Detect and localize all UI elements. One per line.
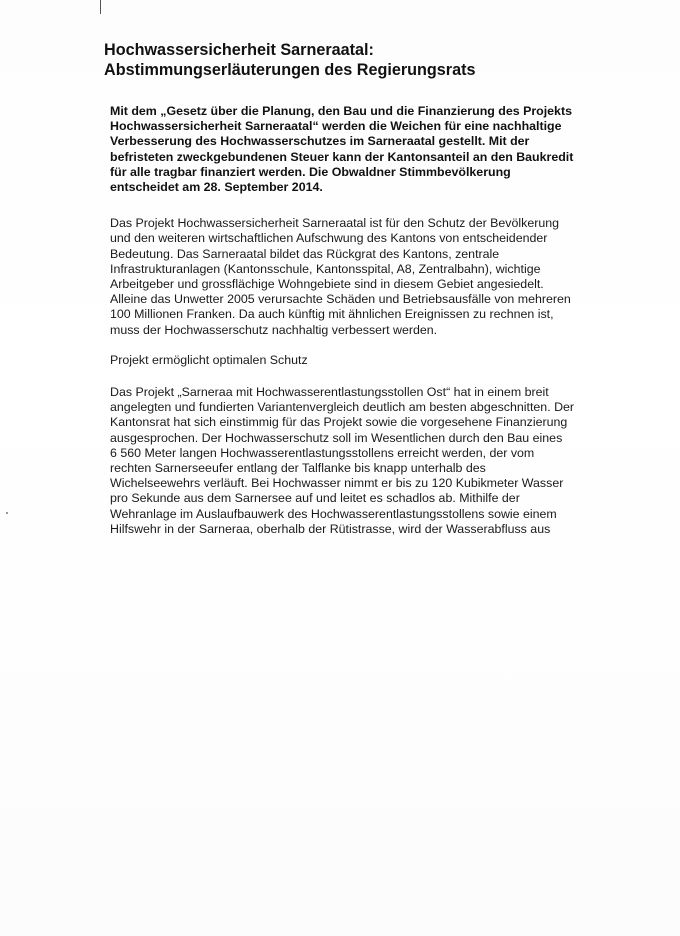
title-line: Abstimmungserläuterungen des Regierungsrats <box>104 61 476 79</box>
lead-line: Mit dem „Gesetz über die Planung, den Bau und die Finanzierung des Projekts <box>110 104 572 118</box>
body-line: 6 560 Meter langen Hochwasserentlastungsstollens erreicht werden, der vom <box>110 445 535 460</box>
body-line: Kantonsrat hat sich einstimmig für das Projekt sowie die vorgesehene Finanzierung <box>110 415 568 430</box>
body-line: Infrastrukturanlagen (Kantonsschule, Kantonsspital, A8, Zentralbahn), wichtige <box>110 261 541 276</box>
body-line: und den weiteren wirtschaftlichen Aufschwung des Kantons von entscheidender <box>110 231 548 246</box>
scan-speck <box>6 512 8 514</box>
title-line: Hochwassersicherheit Sarneraatal: <box>104 41 374 59</box>
body-line: Das Projekt Hochwassersicherheit Sarneraatal ist für den Schutz der Bevölkerung <box>110 216 560 231</box>
body-paragraph-1 <box>110 216 571 338</box>
binding-mark <box>100 0 101 14</box>
lead-line: entscheidet am 28. September 2014. <box>110 180 323 195</box>
lead-line: befristeten zweckgebundenen Steuer kann der Kantonsanteil an den Baukredit <box>110 149 574 164</box>
lead-line: für alle tragbar finanziert werden. Die Obwaldner Stimmbevölkerung <box>110 164 511 179</box>
body-line: Bedeutung. Das Sarneraatal bildet das Rückgrat des Kantons, zentrale <box>110 246 500 261</box>
body-line: Wichelseewehrs verläuft. Bei Hochwasser nimmt er bis zu 120 Kubikmeter Wasser <box>110 476 564 491</box>
body-line: muss der Hochwasserschutz nachhaltig verbessert werden. <box>110 322 438 337</box>
body-line: rechten Sarnerseeufer entlang der Talflanke bis knapp unterhalb des <box>110 461 486 476</box>
lead-paragraph <box>110 104 574 195</box>
body-line: Arbeitgeber und grossflächige Wohngebiete sind in diesem Gebiet angesiedelt. <box>110 277 544 292</box>
body-line: Wehranlage im Auslaufbauwerk des Hochwasserentlastungsstollens sowie einem <box>110 506 557 521</box>
body-line: Hilfswehr in der Sarneraa, oberhalb der Rütistrasse, wird der Wasserabfluss aus <box>110 521 551 536</box>
body-line: ausgesprochen. Der Hochwasserschutz soll im Wesentlichen durch den Bau eines <box>110 430 563 445</box>
body-line: 100 Millionen Franken. Da auch künftig mit ähnlichen Ereignissen zu rechnen ist, <box>110 307 554 322</box>
body-line: pro Sekunde aus dem Sarnersee auf und leitet es schadlos ab. Mithilfe der <box>110 491 520 506</box>
lead-line: Hochwassersicherheit Sarneraatal“ werden die Weichen für eine nachhaltige <box>110 119 562 134</box>
document-title <box>104 40 564 80</box>
lead-line: Verbesserung des Hochwasserschutzes im Sarneraatal gestellt. Mit der <box>110 134 530 149</box>
body-line: Alleine das Unwetter 2005 verursachte Schäden und Betriebsausfälle von mehreren <box>110 292 571 307</box>
section-subheading: Projekt ermöglicht optimalen Schutz <box>110 352 308 367</box>
document-body <box>104 40 575 552</box>
body-line: angelegten und fundierten Variantenvergleich deutlich am besten abgeschnitten. Der <box>110 400 575 415</box>
body-line: Das Projekt „Sarneraa mit Hochwasserentlastungsstollen Ost“ hat in einem breit <box>110 385 549 400</box>
body-paragraph-2 <box>110 385 575 537</box>
